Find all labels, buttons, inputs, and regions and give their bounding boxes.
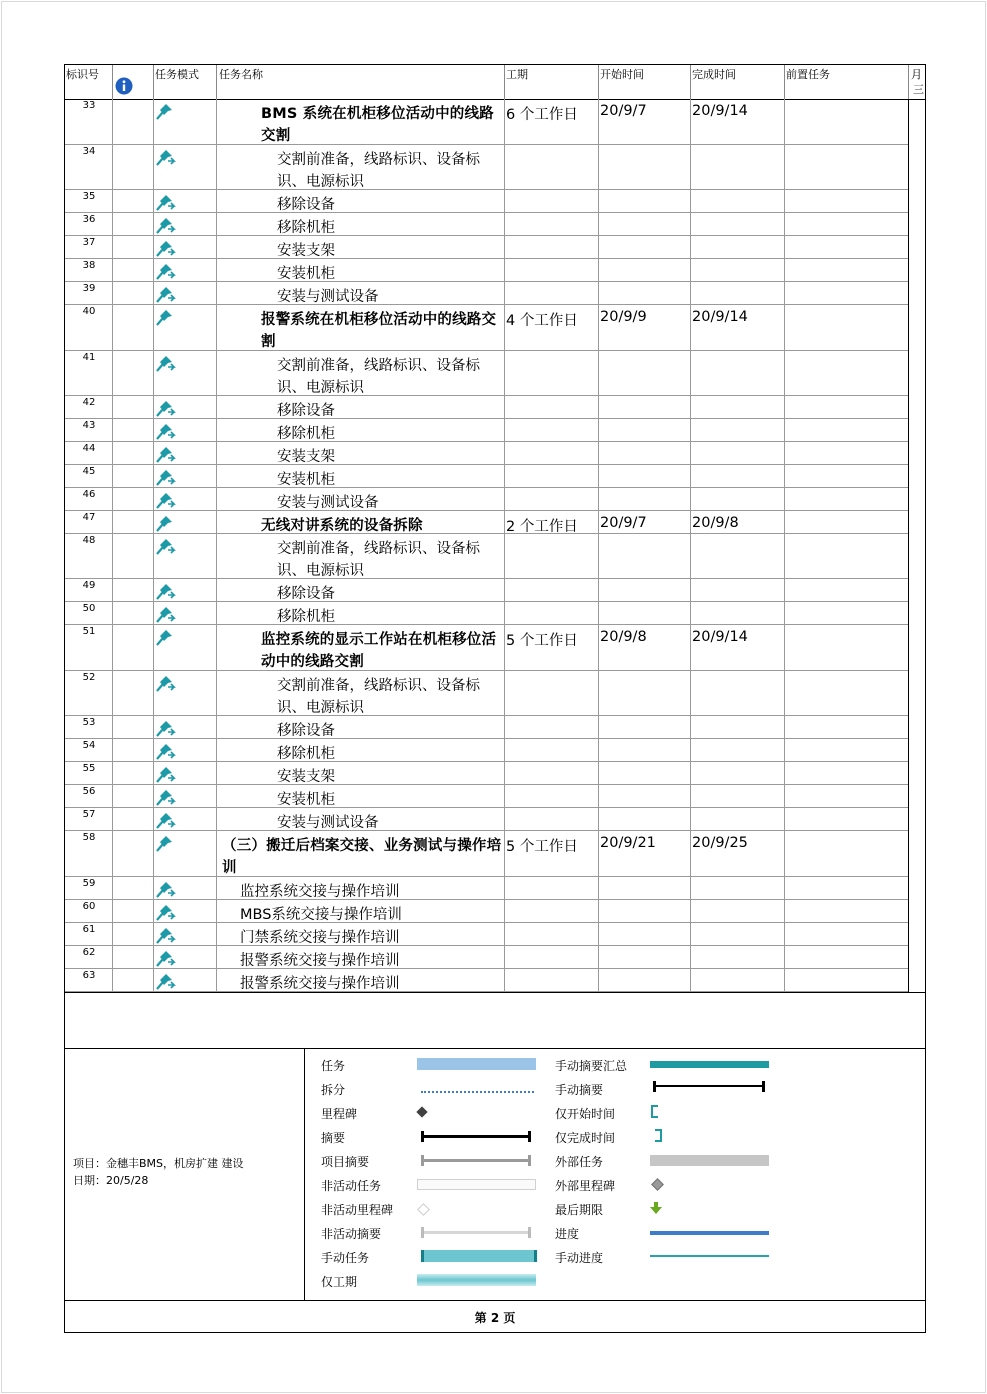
task-name[interactable]: 报警系统交接与操作培训	[240, 953, 400, 969]
task-id: 62	[82, 947, 96, 958]
legend-manual-summary-cap	[653, 1081, 656, 1092]
task-name[interactable]: 移除设备	[277, 723, 335, 739]
legend-inactive-milestone-label: 非活动里程碑	[321, 1203, 394, 1217]
task-name[interactable]: 安装与测试设备	[277, 815, 379, 831]
legend-finish-only-label: 仅完成时间	[555, 1131, 616, 1145]
legend-duration-only-label: 仅工期	[321, 1275, 358, 1289]
legend-finish-only-swatch	[655, 1129, 662, 1142]
task-name[interactable]: 安装支架	[277, 243, 335, 259]
auto-schedule-pin-icon	[154, 583, 176, 601]
col-finish-header[interactable]: 完成时间	[692, 68, 736, 81]
table-row[interactable]	[65, 305, 908, 351]
task-id: 61	[82, 924, 96, 935]
grid-line	[690, 65, 691, 99]
task-name[interactable]: 交割前准备，线路标识、设备标识、电源标识	[277, 152, 480, 190]
task-name[interactable]: 监控系统的显示工作站在机柜移位活动中的线路交割	[261, 632, 497, 670]
table-row[interactable]	[65, 465, 908, 488]
auto-schedule-pin-icon	[154, 606, 176, 624]
task-id: 44	[82, 443, 96, 454]
info-icon	[115, 77, 133, 95]
project-info	[73, 1155, 244, 1189]
table-row[interactable]	[65, 923, 908, 946]
table-row[interactable]	[65, 442, 908, 465]
auto-schedule-pin-icon	[154, 355, 176, 373]
task-id: 46	[82, 489, 96, 500]
table-bottom-border	[65, 992, 925, 993]
task-id: 55	[82, 763, 96, 774]
project-name: 项目：金穗丰BMS，机房扩建 建设	[73, 1157, 244, 1170]
legend-external-milestone-swatch	[651, 1178, 664, 1191]
grid-line	[908, 99, 909, 992]
task-name[interactable]: 安装机柜	[277, 472, 335, 488]
task-name[interactable]: 报警系统在机柜移位活动中的线路交割	[261, 312, 497, 350]
col-duration-header[interactable]: 工期	[506, 68, 528, 81]
table-row[interactable]	[65, 236, 908, 259]
task-id: 54	[82, 740, 96, 751]
col-predecessors-header[interactable]: 前置任务	[786, 68, 830, 81]
task-id: 37	[82, 237, 96, 248]
legend-project-summary-cap	[528, 1155, 531, 1166]
task-finish: 20/9/14	[692, 309, 748, 325]
task-name[interactable]: 安装与测试设备	[277, 495, 379, 511]
legend-deadline-label: 最后期限	[555, 1203, 604, 1217]
table-row[interactable]	[65, 969, 908, 992]
legend-task-label: 任务	[321, 1059, 346, 1073]
grid-line	[153, 65, 154, 99]
grid-line	[216, 65, 217, 99]
task-name[interactable]: 安装与测试设备	[277, 289, 379, 305]
task-id: 45	[82, 466, 96, 477]
task-id: 60	[82, 901, 96, 912]
legend-manual-summary-cap	[762, 1081, 765, 1092]
task-finish: 20/9/14	[692, 629, 748, 645]
legend-progress-swatch	[650, 1231, 769, 1235]
auto-schedule-pin-icon	[154, 286, 176, 304]
task-start: 20/9/7	[600, 103, 647, 119]
table-row[interactable]	[65, 762, 908, 785]
task-name[interactable]: （三）搬迁后档案交接、业务测试与操作培训	[222, 838, 502, 876]
auto-schedule-pin-icon	[154, 423, 176, 441]
legend-inactive-summary-cap	[528, 1227, 531, 1238]
legend-inactive-summary-label: 非活动摘要	[321, 1227, 382, 1241]
auto-schedule-pin-icon	[154, 766, 176, 784]
legend-inactive-task-label: 非活动任务	[321, 1179, 382, 1193]
legend-summary-cap	[421, 1131, 424, 1142]
task-id: 39	[82, 283, 96, 294]
auto-schedule-pin-icon	[154, 538, 176, 556]
task-id: 35	[82, 191, 96, 202]
legend-manual-summary-rollup-label: 手动摘要汇总	[555, 1059, 628, 1073]
legend-top-border	[65, 1048, 925, 1049]
auto-schedule-pin-icon	[154, 446, 176, 464]
deadline-arrow-icon	[650, 1202, 662, 1215]
task-name[interactable]: MBS系统交接与操作培训	[240, 907, 402, 923]
manual-schedule-pin-icon	[154, 309, 176, 327]
table-row[interactable]	[65, 808, 908, 831]
task-id: 52	[82, 672, 96, 683]
task-name[interactable]: 交割前准备，线路标识、设备标识、电源标识	[277, 678, 480, 716]
legend-manual-summary-label: 手动摘要	[555, 1083, 604, 1097]
legend-project-summary-swatch	[421, 1159, 529, 1162]
auto-schedule-pin-icon	[154, 263, 176, 281]
task-name[interactable]: 交割前准备，线路标识、设备标识、电源标识	[277, 358, 480, 396]
task-id: 42	[82, 397, 96, 408]
legend-split-swatch	[421, 1091, 534, 1093]
task-duration: 2 个工作日	[506, 519, 578, 535]
legend-progress-label: 进度	[555, 1227, 580, 1241]
table-row[interactable]	[65, 877, 908, 900]
legend-external-milestone-label: 外部里程碑	[555, 1179, 616, 1193]
task-id: 36	[82, 214, 96, 225]
auto-schedule-pin-icon	[154, 743, 176, 761]
auto-schedule-pin-icon	[154, 217, 176, 235]
legend-external-task-label: 外部任务	[555, 1155, 604, 1169]
task-duration: 4 个工作日	[506, 313, 578, 329]
grid-line	[504, 65, 505, 99]
legend-project-summary-label: 项目摘要	[321, 1155, 370, 1169]
legend-inactive-summary-cap	[421, 1227, 424, 1238]
table-row[interactable]	[65, 602, 908, 625]
col-month-sub-header: 三	[913, 83, 924, 96]
auto-schedule-pin-icon	[154, 492, 176, 510]
auto-schedule-pin-icon	[154, 400, 176, 418]
task-id: 47	[82, 512, 96, 523]
task-id: 38	[82, 260, 96, 271]
table-row[interactable]	[65, 579, 908, 602]
col-id-header[interactable]: 标识号	[66, 68, 99, 81]
legend-external-task-swatch	[650, 1155, 769, 1166]
auto-schedule-pin-icon	[154, 720, 176, 738]
task-finish: 20/9/25	[692, 835, 748, 851]
table-row[interactable]	[65, 625, 908, 671]
task-start: 20/9/9	[600, 309, 647, 325]
task-id: 63	[82, 970, 96, 981]
footer-top-border	[65, 1300, 925, 1301]
task-finish: 20/9/14	[692, 103, 748, 119]
legend-summary-label: 摘要	[321, 1131, 346, 1145]
task-id: 53	[82, 717, 96, 728]
auto-schedule-pin-icon	[154, 904, 176, 922]
auto-schedule-pin-icon	[154, 240, 176, 258]
col-start-header[interactable]: 开始时间	[600, 68, 644, 81]
table-row[interactable]	[65, 213, 908, 236]
legend-project-summary-cap	[421, 1155, 424, 1166]
table-row[interactable]	[65, 831, 908, 877]
manual-schedule-pin-icon	[154, 629, 176, 647]
task-name[interactable]: 安装机柜	[277, 266, 335, 282]
table-row[interactable]	[65, 785, 908, 808]
legend-start-only-label: 仅开始时间	[555, 1107, 616, 1121]
gantt-table-frame	[64, 64, 926, 1333]
table-header	[65, 65, 925, 100]
task-name[interactable]: 门禁系统交接与操作培训	[240, 930, 400, 946]
task-start: 20/9/8	[600, 629, 647, 645]
legend-manual-task-label: 手动任务	[321, 1251, 370, 1265]
task-name[interactable]: 安装机柜	[277, 792, 335, 808]
task-name[interactable]: 移除设备	[277, 197, 335, 213]
page-number: 第 2 页	[474, 1311, 516, 1325]
table-row[interactable]	[65, 511, 908, 534]
task-id: 41	[82, 352, 96, 363]
legend-manual-progress-swatch	[650, 1255, 769, 1257]
task-name[interactable]: BMS 系统在机柜移位活动中的线路交割	[261, 106, 494, 144]
task-id: 59	[82, 878, 96, 889]
table-row[interactable]	[65, 190, 908, 213]
task-name[interactable]: 移除设备	[277, 586, 335, 602]
table-row[interactable]	[65, 145, 908, 190]
col-month-header[interactable]: 月	[911, 68, 922, 81]
task-name[interactable]: 安装支架	[277, 769, 335, 785]
task-name[interactable]: 安装支架	[277, 449, 335, 465]
auto-schedule-pin-icon	[154, 149, 176, 167]
task-name[interactable]: 移除机柜	[277, 746, 335, 762]
table-row[interactable]	[65, 739, 908, 762]
legend-task-swatch	[417, 1058, 536, 1070]
auto-schedule-pin-icon	[154, 927, 176, 945]
page-sheet	[1, 1, 986, 1393]
task-start: 20/9/21	[600, 835, 656, 851]
project-date: 日期：20/5/28	[73, 1174, 149, 1187]
legend-split-label: 拆分	[321, 1083, 346, 1097]
task-duration: 6 个工作日	[506, 107, 578, 123]
auto-schedule-pin-icon	[154, 469, 176, 487]
legend-divider	[304, 1048, 305, 1300]
task-id: 49	[82, 580, 96, 591]
task-name[interactable]: 移除机柜	[277, 609, 335, 625]
table-row[interactable]	[65, 488, 908, 511]
legend-manual-task-swatch	[421, 1250, 537, 1262]
table-row[interactable]	[65, 351, 908, 396]
legend-duration-only-swatch	[417, 1274, 536, 1286]
task-name[interactable]: 移除设备	[277, 403, 335, 419]
task-id: 58	[82, 832, 96, 843]
task-duration: 5 个工作日	[506, 839, 578, 855]
grid-line	[908, 65, 909, 99]
grid-line	[598, 65, 599, 99]
legend-milestone-swatch	[416, 1106, 427, 1117]
task-id: 33	[82, 100, 96, 111]
legend-summary-swatch	[421, 1135, 529, 1138]
manual-schedule-pin-icon	[154, 103, 176, 121]
table-row[interactable]	[65, 396, 908, 419]
auto-schedule-pin-icon	[154, 812, 176, 830]
task-id: 57	[82, 809, 96, 820]
task-id: 56	[82, 786, 96, 797]
legend-manual-summary-rollup-swatch	[650, 1061, 769, 1068]
auto-schedule-pin-icon	[154, 881, 176, 899]
table-row[interactable]	[65, 99, 908, 145]
task-name[interactable]: 监控系统交接与操作培训	[240, 884, 400, 900]
legend-inactive-summary-swatch	[421, 1231, 529, 1234]
legend-start-only-swatch	[651, 1105, 658, 1118]
task-duration: 5 个工作日	[506, 633, 578, 649]
task-id: 48	[82, 535, 96, 546]
task-id: 50	[82, 603, 96, 614]
table-row[interactable]	[65, 282, 908, 305]
task-name[interactable]: 交割前准备，线路标识、设备标识、电源标识	[277, 541, 480, 579]
auto-schedule-pin-icon	[154, 789, 176, 807]
manual-schedule-pin-icon	[154, 835, 176, 853]
grid-line	[112, 65, 113, 99]
table-row[interactable]	[65, 419, 908, 442]
col-mode-header[interactable]: 任务模式	[155, 68, 199, 81]
task-id: 34	[82, 146, 96, 157]
task-name[interactable]: 无线对讲系统的设备拆除	[261, 518, 423, 534]
table-row[interactable]	[65, 716, 908, 739]
table-row[interactable]	[65, 946, 908, 969]
table-row[interactable]	[65, 534, 908, 579]
task-id: 40	[82, 306, 96, 317]
table-row[interactable]	[65, 671, 908, 716]
task-start: 20/9/7	[600, 515, 647, 531]
legend-manual-summary-swatch	[654, 1085, 764, 1087]
task-name[interactable]: 报警系统交接与操作培训	[240, 976, 400, 992]
task-finish: 20/9/8	[692, 515, 739, 531]
task-id: 43	[82, 420, 96, 431]
table-row[interactable]	[65, 259, 908, 282]
auto-schedule-pin-icon	[154, 675, 176, 693]
legend-inactive-task-swatch	[417, 1179, 536, 1190]
legend-manual-progress-label: 手动进度	[555, 1251, 604, 1265]
col-name-header[interactable]: 任务名称	[219, 68, 263, 81]
task-name[interactable]: 移除机柜	[277, 426, 335, 442]
task-id: 51	[82, 626, 96, 637]
manual-schedule-pin-icon	[154, 515, 176, 533]
grid-line	[784, 65, 785, 99]
legend-inactive-milestone-swatch	[417, 1203, 430, 1216]
table-row[interactable]	[65, 900, 908, 923]
auto-schedule-pin-icon	[154, 194, 176, 212]
auto-schedule-pin-icon	[154, 973, 176, 991]
legend-milestone-label: 里程碑	[321, 1107, 358, 1121]
task-name[interactable]: 移除机柜	[277, 220, 335, 236]
auto-schedule-pin-icon	[154, 950, 176, 968]
legend-summary-cap	[528, 1131, 531, 1142]
